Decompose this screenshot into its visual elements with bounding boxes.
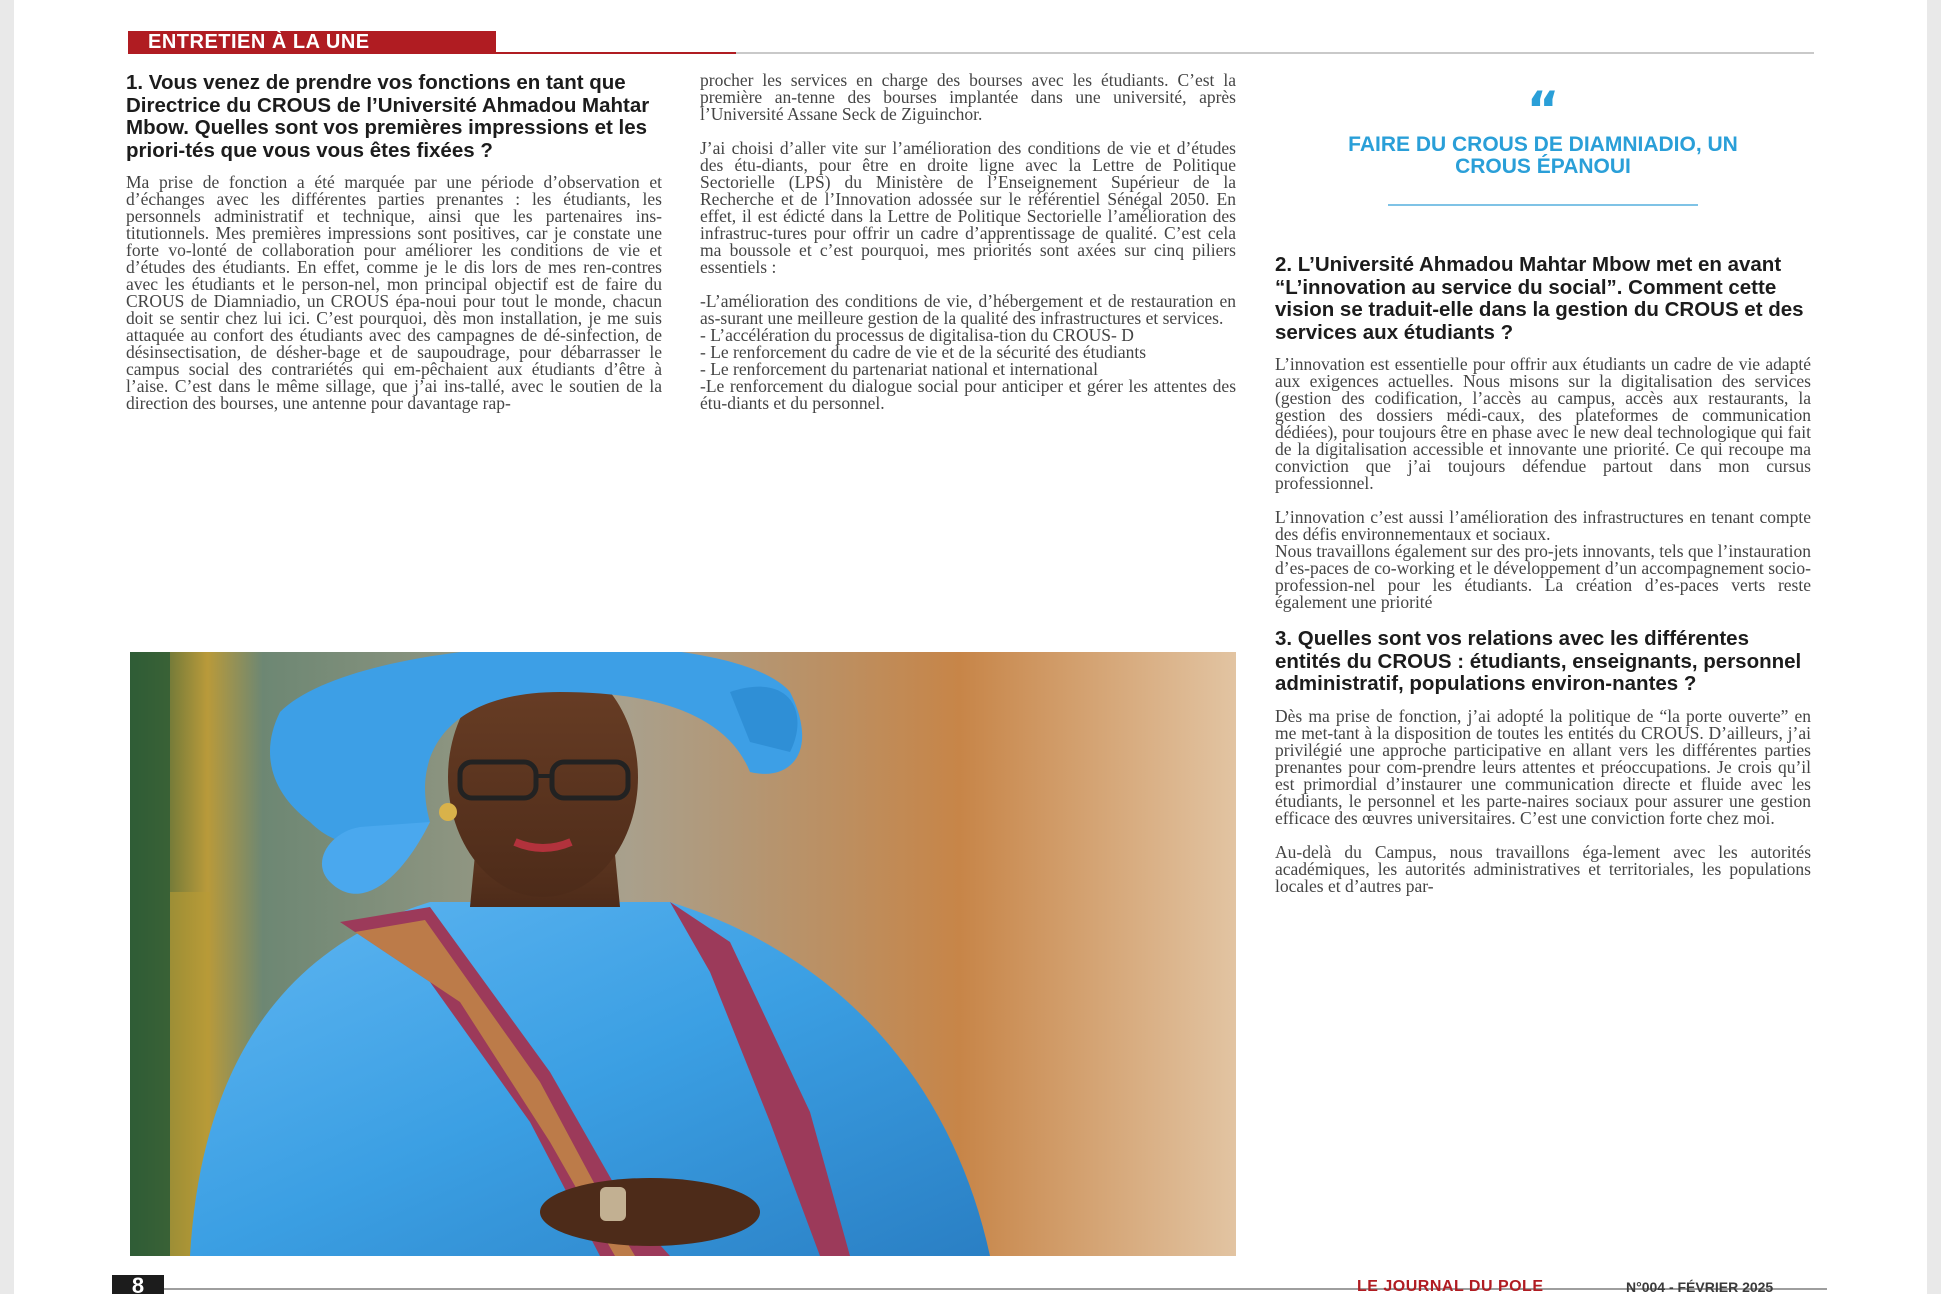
priority-item: - L’accélération du processus de digitalisa-tion du CROUS- D: [700, 325, 1134, 345]
section-rubric: ENTRETIEN À LA UNE: [128, 31, 496, 54]
answer-2-continued: L’innovation c’est aussi l’amélioration des infrastructures en tenant compte des défis environnementaux et sociaux.: [1275, 507, 1811, 544]
question-2: 2. L’Université Ahmadou Mahtar Mbow met en avant “L’innovation au service du social”. Comment cette vision se traduit-elle dans la gestion du CROUS et des services aux étudiants ?: [1275, 253, 1804, 344]
priority-item: -Le renforcement du dialogue social pour anticiper et gérer les attentes des étu-diants et du personnel.: [700, 376, 1236, 413]
answer-1-priorities: J’ai choisi d’aller vite sur l’amélioration des conditions de vie et d’études des étu-diants, pour être en droite ligne avec la Lettre de Politique Sectorielle (LPS) du Ministère de l’Enseignement Supérieur de la Recherche et de l’Innovation adossée sur le référentiel Sénégal 2050. En effet, il est édicté dans la Lettre de Politique Sectorielle l’amélioration des infrastruc-tures pour offrir un cadre d’apprentissage de qualité. C’est cela ma boussole et c’est pourquoi, mes priorités sont axées sur cinq piliers essentiels :: [700, 138, 1236, 277]
column-2: [700, 72, 1236, 412]
page-number: 8: [112, 1275, 164, 1294]
answer-2-continued: Nous travaillons également sur des pro-jets innovants, tels que l’instauration d’es-paces de co-working et le développement d’un accompagnement socio-profession-nel pour les étudiants. La création d’es-paces verts reste également une priorité: [1275, 541, 1811, 612]
answer-3: Dès ma prise de fonction, j’ai adopté la politique de “la porte ouverte” en me met-tant à la disposition de toutes les entités du CROUS. D’ailleurs, j’ai privilégié une approche participative en allant vers les différentes parties prenantes pour com-prendre leurs attentes et préoccupations. Je crois qu’il est primordial d’instaurer une communication directe et fluide avec les étudiants, le personnel et les parte-naires sociaux pour assurer une gestion efficace des œuvres universitaires. C’est une conviction forte chez moi.: [1275, 705, 1811, 828]
journal-name: LE JOURNAL DU POLE: [1357, 1278, 1544, 1295]
column-1: [126, 72, 662, 412]
pull-quote-text: FAIRE DU CROUS DE DIAMNIADIO, UN CROUS ÉPANOUI: [1348, 133, 1738, 178]
column-3: [1275, 68, 1811, 895]
quote-mark-icon: “: [1526, 81, 1560, 139]
question-3: 3. Quelles sont vos relations avec les différentes entités du CROUS : étudiants, enseignants, personnel administratif, populations environ-nantes ?: [1275, 627, 1802, 695]
priority-item: - Le renforcement du cadre de vie et de la sécurité des étudiants: [700, 342, 1147, 362]
priority-item: - Le renforcement du partenariat national et international: [700, 359, 1098, 379]
answer-2: L’innovation est essentielle pour offrir aux étudiants un cadre de vie adapté aux exigences actuelles. Nous misons sur la digitalisation des services (gestion des codification, l’accès au campus, accès aux restaurants, la gestion des dossiers médi-caux, des plateformes de communication dédiées), pour toujours être en phase avec le new deal technologique qui fait de la digitalisation accessible et innovante une priorité. Ce qui recoupe ma conviction que j’ai toujours défendue partout dans mon cursus professionnel.: [1275, 354, 1811, 493]
priority-item: -L’amélioration des conditions de vie, d’hébergement et de restauration en as-surant une meilleure gestion de la qualité des infrastructures et services.: [700, 291, 1236, 328]
page-edge-right: [1927, 0, 1941, 1294]
answer-3-continued: Au-delà du Campus, nous travaillons éga-lement avec les autorités académiques, les autorités administratives et territoriales, les populations locales et d’autres par-: [1275, 841, 1811, 896]
answer-1-continued: procher les services en charge des bourses avec les étudiants. C’est la première an-tenne des bourses implantée dans une université, après l’Université Assane Seck de Ziguinchor.: [700, 70, 1236, 124]
header-rule-accent: [496, 52, 736, 54]
portrait-photo: [130, 652, 1236, 1256]
issue-info: N°004 - FÉVRIER 2025: [1626, 1279, 1774, 1295]
pull-quote-rule: [1388, 204, 1698, 206]
footer-rule: [112, 1288, 1827, 1290]
pull-quote: [1275, 68, 1811, 224]
answer-1: Ma prise de fonction a été marquée par une période d’observation et d’échanges avec les différentes parties prenantes : les étudiants, les personnels administratif et technique, ainsi que les partenaires ins-titutionnels. Mes premières impressions sont positives, car je constate une forte vo-lonté de collaboration pour améliorer les conditions de vie et d’études des étudiants. En effet, comme je le dis lors de mes ren-contres avec les étudiants et le person-nel, mon principal objectif est de faire du CROUS de Diamniadio, un CROUS épa-noui pour tout le monde, chacun doit se sentir chez lui ici. C’est pourquoi, dès mon installation, je me suis attaquée au confort des étudiants avec des campagnes de dé-sinfection, de désinsectisation, de désher-bage et de saupoudrage, pour débarrasser le campus social des contrariétés qui em-pêchaient aux étudiants d’être à l’aise. C’est dans le même sillage, que j’ai ins-tallé, avec le soutien de la direction des bourses, une antenne pour davantage rap-: [126, 172, 662, 413]
page-edge-left: [0, 0, 14, 1294]
question-1: 1. Vous venez de prendre vos fonctions en tant que Directrice du CROUS de l’Université Ahmadou Mahtar Mbow. Quelles sont vos premières impressions et les priori-tés que vous vous êtes fixées ?: [126, 71, 650, 162]
